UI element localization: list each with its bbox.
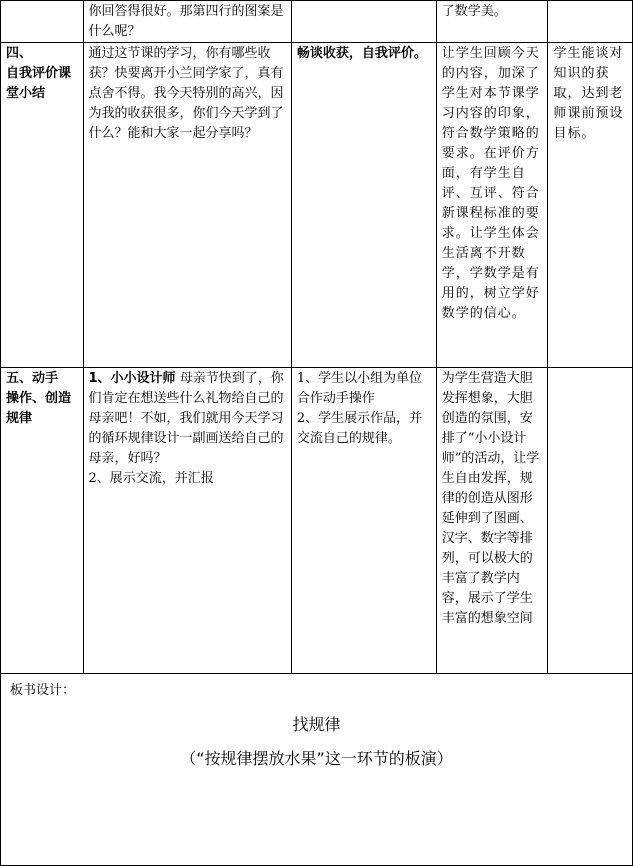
activity-item: 1、学生以小组为单位合作动手操作 [296,371,423,406]
activity-text: 母亲节快到了，你们肯定在想送些什么礼物给自己的母亲吧！不如，我们就用今天学习的循环规律设计一副画送给自己的母亲，好吗？ [88,371,284,466]
goal-cell: 学生能谈对知识的获取，达到老师课前预设目标。 [548,43,633,368]
stage-cell [1,368,84,674]
stage-number: 四、 [6,46,33,61]
goal-cell [548,368,633,674]
stage-cell [1,1,84,43]
teacher-activity-cell [83,368,291,674]
board-title: 找规律 [292,715,341,734]
activity-item: 2、学生展示作品，并交流自己的规律。 [296,411,423,446]
activity-item: 2、展示交流，并汇报 [88,471,214,486]
table-row [1,674,633,866]
stage-name: 操作、创造规律 [6,391,72,426]
stage-number: 五、动手 [6,371,59,386]
student-activity-cell [291,1,436,43]
student-activity-cell: 畅谈收获，自我评价。 [291,43,436,368]
student-activity-cell [291,368,436,674]
design-intent-cell: 为学生营造大胆发挥想象，大胆创造的氛围，安排了“小小设计师”的活动，让学生自由发挥，规律的创造从图形延伸到了图画、汉字、数字等排列，可以极大的丰富了教学内容，展示了学生丰富的想象空间 [436,368,548,674]
stage-name: 自我评价课堂小结 [6,66,72,101]
design-intent-cell: 了数学美。 [436,1,548,43]
activity-title: 1、小小设计师 [88,371,176,386]
board-design-label: 板书设计： [10,683,76,698]
design-intent-cell: 让学生回顾今天的内容，加深了学生对本节课学习内容的印象，符合数学策略的要求。在评价方面，有学生自评、互评、符合新课程标准的要求。让学生体会生活离不开数学，学数学是有用的，树立学好数学的信心。 [436,43,548,368]
table-row [1,1,633,43]
stage-cell [1,43,84,368]
board-design-cell [1,674,633,866]
table-row [1,368,633,674]
teacher-activity-cell: 通过这节课的学习，你有哪些收获？快要离开小兰同学家了，真有点舍不得。我今天特别的高兴，因为我的收获很多，你们今天学到了什么？能和大家一起分享吗？ [83,43,291,368]
board-subtitle: （“按规律摆放水果”这一环节的板演） [180,749,453,768]
table-row [1,43,633,368]
goal-cell [548,1,633,43]
teacher-activity-cell: 你回答得很好。那第四行的图案是什么呢？ [83,1,291,43]
